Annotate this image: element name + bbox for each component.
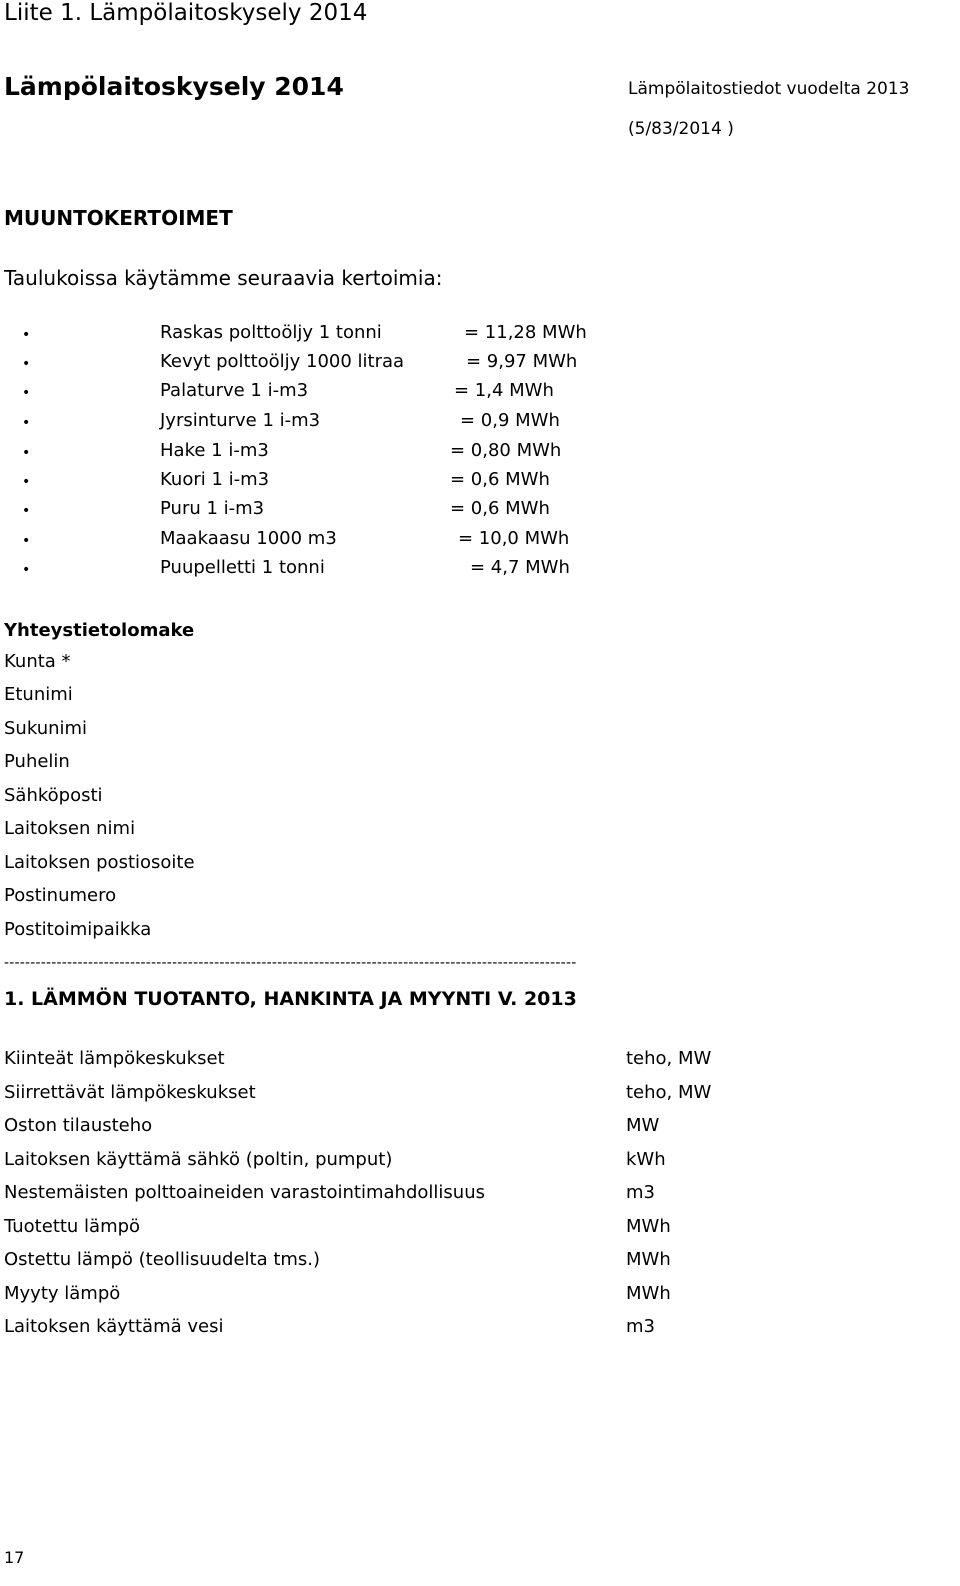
factor-value: = 0,6 MWh [450, 469, 550, 490]
production-row-label: Oston tilausteho [4, 1115, 153, 1136]
field-label-postitoimipaikka: Postitoimipaikka [4, 919, 152, 940]
bullet-icon: • [22, 327, 31, 343]
factor-row [0, 440, 960, 469]
factor-value: = 0,9 MWh [460, 410, 560, 431]
production-row-label: Siirrettävät lämpökeskukset [4, 1082, 256, 1103]
conversion-heading: MUUNTOKERTOIMET [4, 206, 233, 230]
production-row-label: Myyty lämpö [4, 1283, 121, 1304]
production-row-unit: MWh [626, 1249, 671, 1270]
factor-label: Hake 1 i-m3 [160, 440, 269, 461]
factor-label: Jyrsinturve 1 i-m3 [160, 410, 321, 431]
attachment-title: Liite 1. Lämpölaitoskysely 2014 [4, 0, 368, 26]
bullet-icon: • [22, 474, 31, 490]
production-row-unit: m3 [626, 1182, 655, 1203]
production-row [0, 1048, 960, 1078]
production-row-label: Ostettu lämpö (teollisuudelta tms.) [4, 1249, 321, 1270]
contact-form-heading: Yhteystietolomake [4, 620, 195, 641]
document-subtitle: Lämpölaitostiedot vuodelta 2013 [628, 79, 910, 99]
production-row [0, 1249, 960, 1279]
field-label-postiosoite: Laitoksen postiosoite [4, 852, 195, 873]
field-label-puhelin: Puhelin [4, 751, 70, 772]
bullet-icon: • [22, 445, 31, 461]
factor-row [0, 528, 960, 557]
factor-row [0, 410, 960, 439]
production-row-label: Tuotettu lämpö [4, 1216, 141, 1237]
factor-value: = 1,4 MWh [454, 380, 554, 401]
factor-label: Palaturve 1 i-m3 [160, 380, 309, 401]
dashed-divider: ------------------------------------------------------------------------------------------------------------- [4, 955, 577, 971]
factor-value: = 11,28 MWh [464, 322, 587, 343]
factor-row [0, 380, 960, 409]
production-row-unit: m3 [626, 1316, 655, 1337]
factor-value: = 9,97 MWh [466, 351, 578, 372]
production-row [0, 1216, 960, 1246]
production-row-unit: MWh [626, 1283, 671, 1304]
factor-label: Raskas polttoöljy 1 tonni [160, 322, 382, 343]
factor-value: = 4,7 MWh [470, 557, 570, 578]
factor-row [0, 322, 960, 351]
bullet-icon: • [22, 356, 31, 372]
factor-label: Puupelletti 1 tonni [160, 557, 325, 578]
factor-row [0, 351, 960, 380]
field-label-etunimi: Etunimi [4, 684, 73, 705]
production-row-unit: MW [626, 1115, 660, 1136]
factor-label: Maakaasu 1000 m3 [160, 528, 337, 549]
production-row-unit: teho, MW [626, 1082, 712, 1103]
production-row [0, 1149, 960, 1179]
factor-value: = 10,0 MWh [458, 528, 570, 549]
production-heading: 1. LÄMMÖN TUOTANTO, HANKINTA JA MYYNTI V. 2013 [4, 988, 577, 1010]
field-label-sahkoposti: Sähköposti [4, 785, 103, 806]
production-row [0, 1182, 960, 1212]
bullet-icon: • [22, 562, 31, 578]
bullet-icon: • [22, 385, 31, 401]
production-row [0, 1082, 960, 1112]
factor-label: Kuori 1 i-m3 [160, 469, 270, 490]
factor-row [0, 469, 960, 498]
factor-row [0, 498, 960, 527]
production-row-label: Nestemäisten polttoaineiden varastointimahdollisuus [4, 1182, 485, 1203]
production-row [0, 1316, 960, 1346]
production-row-unit: kWh [626, 1149, 666, 1170]
bullet-icon: • [22, 503, 31, 519]
factor-value: = 0,6 MWh [450, 498, 550, 519]
factor-row [0, 557, 960, 586]
conversion-intro: Taulukoissa käytämme seuraavia kertoimia: [4, 266, 443, 290]
bullet-icon: • [22, 415, 31, 431]
factor-label: Puru 1 i-m3 [160, 498, 265, 519]
page-number: 17 [4, 1548, 25, 1567]
document-title: Lämpölaitoskysely 2014 [4, 72, 344, 101]
document-date: (5/83/2014 ) [628, 119, 734, 139]
field-label-postinumero: Postinumero [4, 885, 117, 906]
production-row-label: Laitoksen käyttämä sähkö (poltin, pumput) [4, 1149, 393, 1170]
field-label-kunta: Kunta * [4, 651, 71, 672]
field-label-sukunimi: Sukunimi [4, 718, 88, 739]
bullet-icon: • [22, 533, 31, 549]
production-row [0, 1283, 960, 1313]
production-row-label: Laitoksen käyttämä vesi [4, 1316, 224, 1337]
factor-value: = 0,80 MWh [450, 440, 562, 461]
production-row-label: Kiinteät lämpökeskukset [4, 1048, 225, 1069]
factor-label: Kevyt polttoöljy 1000 litraa [160, 351, 405, 372]
field-label-laitoksen-nimi: Laitoksen nimi [4, 818, 136, 839]
production-row-unit: teho, MW [626, 1048, 712, 1069]
production-row [0, 1115, 960, 1145]
production-row-unit: MWh [626, 1216, 671, 1237]
